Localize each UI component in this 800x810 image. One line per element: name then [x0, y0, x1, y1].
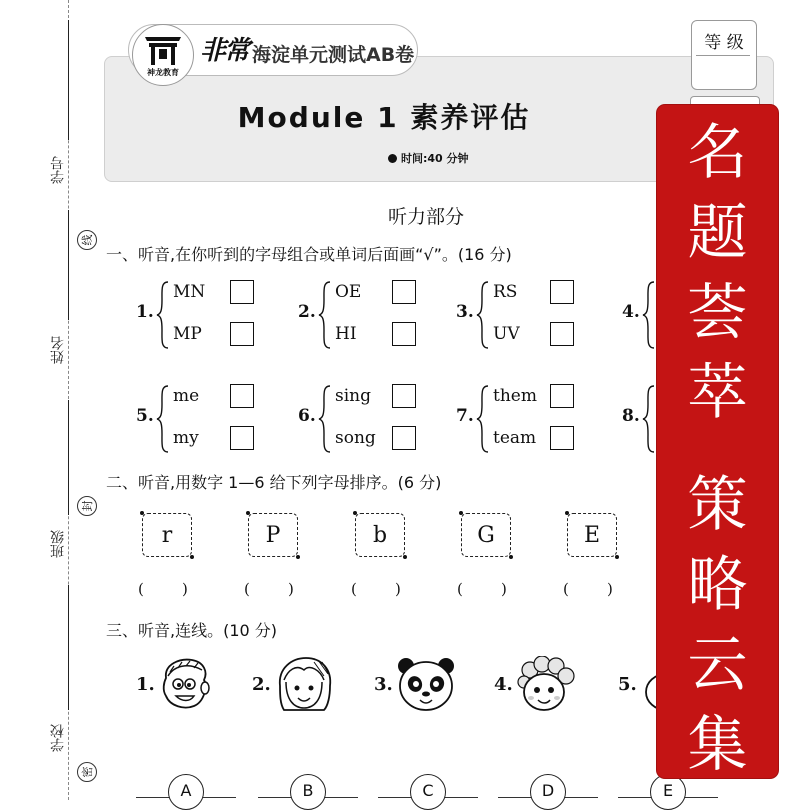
banner-char: 名 [687, 118, 748, 188]
brand-series-title: 海淀单元测试AB卷 [252, 44, 415, 66]
answer-option[interactable]: C [410, 774, 446, 810]
q1-item [136, 280, 276, 350]
q1-checkbox[interactable] [392, 384, 416, 408]
face-num: 4. [494, 674, 513, 695]
q1-option-label: song [335, 428, 376, 448]
time-label: 时间:40 分钟 [401, 152, 469, 165]
brace-icon [642, 384, 656, 454]
student-id-label: 学号 [50, 156, 66, 184]
q1-item-number: 3. [456, 302, 474, 322]
brace-icon [318, 384, 332, 454]
q1-title: 一、听音,在你听到的字母组合或单词后面画“√”。(16 分) [106, 245, 512, 264]
school-blank [68, 585, 69, 710]
curly-girl-face-icon [516, 656, 576, 712]
q1-checkbox[interactable] [392, 322, 416, 346]
seal-mark: 封 [77, 496, 97, 516]
q1-checkbox[interactable] [550, 426, 574, 450]
q1-option-label: sing [335, 386, 371, 406]
q1-item [136, 384, 276, 454]
q1-checkbox[interactable] [230, 384, 254, 408]
grade-box [691, 20, 757, 90]
q1-item [456, 280, 596, 350]
q1-checkbox[interactable] [230, 322, 254, 346]
banner-char: 策 [687, 470, 748, 540]
class-blank [68, 400, 69, 515]
q1-option-label: MP [173, 324, 202, 344]
class-label: 班级 [50, 530, 66, 558]
face-num: 5. [618, 674, 637, 695]
q1-option-label: me [173, 386, 200, 406]
face-num: 1. [136, 674, 155, 695]
name-blank [68, 210, 69, 320]
q1-option-label: my [173, 428, 199, 448]
time-row [388, 150, 469, 166]
q1-item [298, 384, 438, 454]
brand-logo-text: 神龙教育 [147, 68, 179, 77]
q1-option-label: MN [173, 282, 206, 302]
boy-face-icon [158, 656, 212, 712]
brace-icon [156, 280, 170, 350]
q1-item-number: 5. [136, 406, 154, 426]
q1-item-number: 4. [622, 302, 640, 322]
panda-face-icon [396, 656, 456, 712]
brace-icon [476, 384, 490, 454]
brace-icon [318, 280, 332, 350]
q1-checkbox[interactable] [392, 426, 416, 450]
brace-icon [642, 280, 656, 350]
gate-logo-icon [143, 33, 183, 67]
page-title: Module 1 素养评估 [237, 101, 531, 134]
letter-card: r [142, 513, 192, 557]
promo-banner [657, 105, 778, 778]
q1-option-label: them [493, 386, 537, 406]
q1-checkbox[interactable] [230, 426, 254, 450]
q1-item [456, 384, 596, 454]
q1-option-label: HI [335, 324, 357, 344]
q1-checkbox[interactable] [550, 384, 574, 408]
brand-script-title: 非常 [200, 36, 249, 66]
brace-icon [476, 280, 490, 350]
q1-item-number: 8. [622, 406, 640, 426]
seal-close-mark: 密 [77, 762, 97, 782]
q3-title: 三、听音,连线。(10 分) [106, 621, 278, 640]
q1-option-label: OE [335, 282, 362, 302]
school-label: 学校 [50, 724, 66, 752]
q2-title: 二、听音,用数字 1—6 给下列字母排序。(6 分) [106, 473, 442, 492]
answer-option[interactable]: E [650, 774, 686, 810]
q1-item-number: 1. [136, 302, 154, 322]
q1-item-number: 7. [456, 406, 474, 426]
letter-card: E [567, 513, 617, 557]
q1-checkbox[interactable] [230, 280, 254, 304]
q1-item-number: 2. [298, 302, 316, 322]
banner-char: 略 [687, 550, 748, 620]
q1-option-label: team [493, 428, 537, 448]
answer-bracket[interactable]: ( ) [563, 580, 613, 598]
grade-blank [696, 55, 750, 84]
seal-line-mark: 线 [77, 230, 97, 250]
answer-option[interactable]: D [530, 774, 566, 810]
q1-checkbox[interactable] [392, 280, 416, 304]
letter-card: P [248, 513, 298, 557]
banner-char: 荟 [687, 278, 748, 348]
banner-char: 萃 [687, 358, 748, 428]
answer-option[interactable]: A [168, 774, 204, 810]
q1-item [298, 280, 438, 350]
answer-bracket[interactable]: ( ) [244, 580, 294, 598]
section-title: 听力部分 [388, 206, 465, 228]
q1-item-number: 6. [298, 406, 316, 426]
face-num: 2. [252, 674, 271, 695]
answer-bracket[interactable]: ( ) [351, 580, 401, 598]
girl-face-icon [274, 656, 334, 712]
q1-checkbox[interactable] [550, 280, 574, 304]
clock-icon [388, 154, 397, 163]
answer-bracket[interactable]: ( ) [457, 580, 507, 598]
banner-char: 题 [687, 198, 748, 268]
q1-option-label: UV [493, 324, 520, 344]
brace-icon [156, 384, 170, 454]
banner-char: 云 [687, 630, 748, 700]
banner-char: 集 [687, 710, 748, 780]
face-num: 3. [374, 674, 393, 695]
grade-label: 等 级 [704, 33, 744, 53]
q1-checkbox[interactable] [550, 322, 574, 346]
answer-option[interactable]: B [290, 774, 326, 810]
answer-bracket[interactable]: ( ) [138, 580, 188, 598]
name-label: 姓名 [50, 336, 66, 364]
q1-option-label: RS [493, 282, 518, 302]
student-id-blank [68, 20, 69, 140]
letter-card: b [355, 513, 405, 557]
letter-card: G [461, 513, 511, 557]
brand-logo [132, 24, 194, 86]
